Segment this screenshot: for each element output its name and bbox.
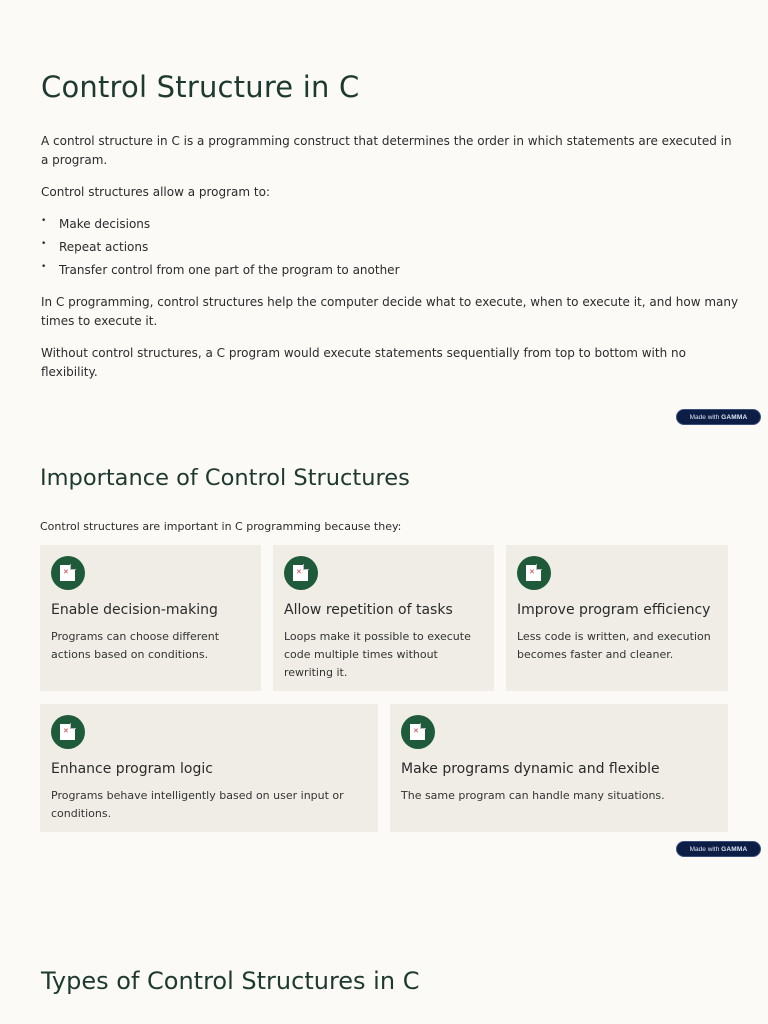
card-icon-circle bbox=[284, 556, 318, 590]
card-dynamic-flexible bbox=[390, 704, 728, 832]
slide-importance bbox=[0, 440, 768, 872]
card-icon-circle bbox=[51, 715, 85, 749]
card-text: Programs can choose different actions based on conditions. bbox=[51, 630, 220, 661]
card-enhance-logic bbox=[40, 704, 378, 832]
paragraph: Control structures allow a program to: bbox=[41, 185, 271, 199]
card-text: Programs behave intelligently based on user input or conditions. bbox=[51, 789, 344, 820]
badge-prefix: Made with bbox=[689, 414, 720, 421]
made-with-gamma-badge[interactable] bbox=[676, 409, 761, 425]
card-title: Enable decision-making bbox=[51, 602, 218, 618]
card-icon-circle bbox=[517, 556, 551, 590]
slide-body bbox=[41, 132, 741, 395]
slide-title: Types of Control Structures in C bbox=[41, 967, 420, 995]
card-enable-decision-making bbox=[40, 545, 261, 691]
paragraph: A control structure in C is a programming construct that determines the order in which statements are executed in a program. bbox=[41, 134, 732, 167]
broken-image-icon: ✕ bbox=[526, 565, 541, 581]
slide-title: Control Structure in C bbox=[41, 70, 360, 104]
bullet-item: • Make decisions bbox=[41, 215, 741, 234]
card-title: Improve program efficiency bbox=[517, 602, 711, 618]
paragraph: In C programming, control structures help the computer decide what to execute, when to execute it, and how many times to execute it. bbox=[41, 295, 739, 328]
bullet-list bbox=[41, 215, 741, 280]
card-icon-circle bbox=[51, 556, 85, 590]
paragraph: Without control structures, a C program would execute statements sequentially from top to bottom with no flexibility. bbox=[41, 346, 686, 379]
badge-prefix: Made with bbox=[689, 846, 720, 853]
card-icon-circle bbox=[401, 715, 435, 749]
card-text: Less code is written, and execution becomes faster and cleaner. bbox=[517, 630, 711, 661]
card-text: The same program can handle many situations. bbox=[401, 789, 665, 802]
broken-image-icon: ✕ bbox=[60, 565, 75, 581]
broken-image-icon: ✕ bbox=[293, 565, 308, 581]
slide-intro: Control structures are important in C programming because they: bbox=[40, 520, 402, 533]
card-text: Loops make it possible to execute code multiple times without rewriting it. bbox=[284, 630, 471, 679]
card-title: Allow repetition of tasks bbox=[284, 602, 453, 618]
card-title: Enhance program logic bbox=[51, 761, 213, 777]
broken-image-icon: ✕ bbox=[410, 724, 425, 740]
gamma-logo: GAMMA bbox=[721, 414, 748, 421]
bullet-item: • Repeat actions bbox=[41, 238, 741, 257]
slide-title: Importance of Control Structures bbox=[40, 465, 410, 491]
slide-types bbox=[0, 872, 768, 1024]
card-improve-efficiency bbox=[506, 545, 728, 691]
gamma-logo: GAMMA bbox=[721, 846, 748, 853]
card-title: Make programs dynamic and flexible bbox=[401, 761, 660, 777]
broken-image-icon: ✕ bbox=[60, 724, 75, 740]
slide-control-structure bbox=[0, 0, 768, 440]
bullet-item: • Transfer control from one part of the program to another bbox=[41, 261, 741, 280]
made-with-gamma-badge[interactable] bbox=[676, 841, 761, 857]
card-allow-repetition bbox=[273, 545, 494, 691]
